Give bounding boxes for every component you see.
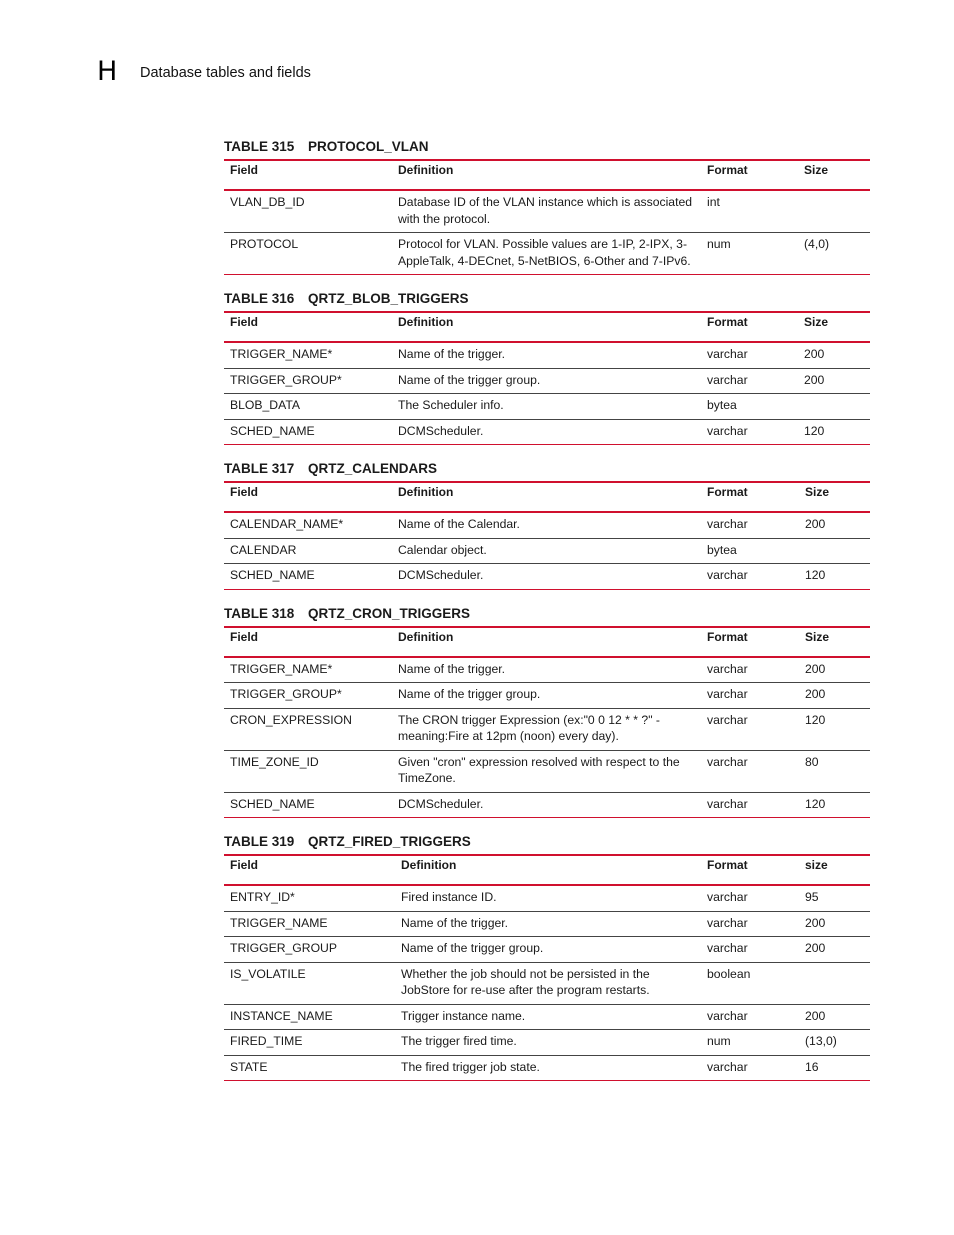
table-row: [224, 190, 870, 233]
format-cell: varchar: [701, 368, 798, 394]
table-block-qrtz-fired-triggers: [224, 832, 870, 1081]
column-header: Field: [224, 627, 392, 657]
format-cell: varchar: [701, 1004, 799, 1030]
definition-cell: The fired trigger job state.: [401, 1059, 540, 1074]
format-cell: num: [707, 237, 731, 251]
field-cell: SCHED_NAME: [230, 796, 315, 811]
format-cell: varchar: [701, 885, 799, 911]
column-header: Definition: [395, 855, 701, 885]
field-cell: FIRED_TIME: [224, 1030, 395, 1056]
field-cell: ENTRY_ID*: [224, 885, 395, 911]
table-number: TABLE 318: [224, 605, 295, 621]
table-block-qrtz-calendars: [224, 459, 870, 590]
chapter-letter: H: [97, 56, 118, 87]
column-header: Definition: [392, 312, 701, 342]
data-table: [224, 481, 870, 590]
field-cell: TRIGGER_GROUP*: [224, 683, 392, 709]
size-cell: [798, 394, 870, 420]
chapter-title: Database tables and fields: [140, 65, 311, 81]
column-header: Definition: [392, 160, 701, 190]
field-cell: TRIGGER_NAME*: [224, 657, 392, 683]
table-row: [224, 657, 870, 683]
format-cell: varchar: [701, 683, 799, 709]
field-cell: PROTOCOL: [230, 237, 299, 251]
column-header: Size: [798, 312, 870, 342]
table-row: [224, 885, 870, 911]
table-row: [224, 911, 870, 937]
format-cell: varchar: [707, 568, 748, 582]
table-row: [224, 419, 870, 445]
field-cell: TRIGGER_GROUP: [224, 937, 395, 963]
column-header: Format: [701, 627, 799, 657]
table-block-protocol-vlan: [224, 137, 870, 275]
column-header: Format: [701, 482, 799, 512]
size-cell: [798, 190, 870, 233]
table-row: [224, 750, 870, 792]
table-row: [224, 342, 870, 368]
definition-cell: The CRON trigger Expression (ex:"0 0 12 * * ?" - meaning:Fire at 12pm (noon) every day).: [392, 708, 701, 750]
size-cell: 200: [799, 657, 870, 683]
size-cell: 200: [799, 1004, 870, 1030]
table-caption: [224, 459, 870, 481]
table-caption: [224, 604, 870, 626]
field-cell: BLOB_DATA: [224, 394, 392, 420]
column-header: Size: [799, 627, 870, 657]
tables-container: [224, 137, 870, 1095]
format-cell: varchar: [707, 796, 748, 811]
column-header: Size: [798, 160, 870, 190]
column-header: Definition: [392, 627, 701, 657]
definition-cell: Database ID of the VLAN instance which is associated with the protocol.: [392, 190, 701, 233]
definition-cell: Whether the job should not be persisted in the JobStore for re-use after the program restarts.: [395, 962, 701, 1004]
field-cell: TRIGGER_NAME*: [224, 342, 392, 368]
table-caption: [224, 832, 870, 854]
table-number: TABLE 317: [224, 461, 295, 476]
size-cell: (13,0): [799, 1030, 870, 1056]
data-table: [224, 626, 870, 819]
table-name: PROTOCOL_VLAN: [308, 139, 429, 154]
data-table: [224, 311, 870, 445]
column-header: Field: [224, 482, 392, 512]
size-cell: 200: [798, 368, 870, 394]
column-header: Field: [224, 312, 392, 342]
definition-cell: DCMScheduler.: [398, 796, 484, 811]
table-row: [224, 937, 870, 963]
size-cell: [799, 538, 870, 564]
definition-cell: DCMScheduler.: [398, 423, 484, 438]
column-header: Format: [701, 160, 798, 190]
column-header: Format: [701, 312, 798, 342]
table-name: QRTZ_BLOB_TRIGGERS: [308, 291, 469, 306]
column-header: Format: [701, 855, 799, 885]
size-cell: 95: [799, 885, 870, 911]
format-cell: bytea: [701, 538, 799, 564]
size-cell: 120: [804, 423, 825, 438]
column-header: Definition: [392, 482, 701, 512]
format-cell: varchar: [707, 1059, 748, 1074]
column-header: size: [799, 855, 870, 885]
table-row: [224, 564, 870, 590]
format-cell: varchar: [701, 911, 799, 937]
table-row: [224, 683, 870, 709]
size-cell: 200: [799, 937, 870, 963]
table-row: [224, 1055, 870, 1081]
size-cell: 120: [805, 796, 826, 811]
table-header-row: [224, 627, 870, 657]
definition-cell: Fired instance ID.: [395, 885, 701, 911]
size-cell: (4,0): [804, 237, 830, 251]
definition-cell: Name of the trigger group.: [392, 683, 701, 709]
size-cell: 120: [799, 708, 870, 750]
format-cell: varchar: [701, 937, 799, 963]
table-row: [224, 538, 870, 564]
table-row: [224, 233, 870, 275]
definition-cell: Name of the trigger.: [392, 657, 701, 683]
definition-cell: The Scheduler info.: [392, 394, 701, 420]
column-header: Field: [224, 855, 395, 885]
table-block-qrtz-blob-triggers: [224, 289, 870, 445]
definition-cell: Trigger instance name.: [395, 1004, 701, 1030]
table-caption: [224, 289, 870, 311]
field-cell: SCHED_NAME: [230, 423, 315, 438]
field-cell: CALENDAR_NAME*: [224, 512, 392, 538]
format-cell: varchar: [701, 750, 799, 792]
format-cell: varchar: [701, 512, 799, 538]
table-header-row: [224, 855, 870, 885]
definition-cell: Name of the trigger.: [392, 342, 701, 368]
definition-cell: The trigger fired time.: [395, 1030, 701, 1056]
format-cell: int: [701, 190, 798, 233]
field-cell: TIME_ZONE_ID: [224, 750, 392, 792]
column-header: Size: [799, 482, 870, 512]
table-number: TABLE 315: [224, 139, 295, 154]
definition-cell: Name of the trigger.: [395, 911, 701, 937]
field-cell: CALENDAR: [224, 538, 392, 564]
definition-cell: Protocol for VLAN. Possible values are 1-IP, 2-IPX, 3-AppleTalk, 4-DECnet, 5-NetBIOS, 6-Other and 7-IPv6.: [398, 237, 691, 268]
table-row: [224, 962, 870, 1004]
field-cell: VLAN_DB_ID: [224, 190, 392, 233]
definition-cell: Name of the trigger group.: [392, 368, 701, 394]
table-row: [224, 792, 870, 818]
size-cell: 80: [799, 750, 870, 792]
table-header-row: [224, 160, 870, 190]
definition-cell: Name of the trigger group.: [395, 937, 701, 963]
table-row: [224, 394, 870, 420]
table-header-row: [224, 482, 870, 512]
table-row: [224, 512, 870, 538]
field-cell: TRIGGER_GROUP*: [224, 368, 392, 394]
field-cell: INSTANCE_NAME: [224, 1004, 395, 1030]
size-cell: 120: [805, 568, 826, 582]
size-cell: 16: [805, 1059, 819, 1074]
field-cell: SCHED_NAME: [230, 568, 315, 582]
table-row: [224, 708, 870, 750]
table-caption: [224, 137, 870, 159]
size-cell: 200: [799, 911, 870, 937]
table-number: TABLE 319: [224, 834, 295, 849]
table-row: [224, 368, 870, 394]
table-header-row: [224, 312, 870, 342]
size-cell: 200: [799, 512, 870, 538]
data-table: [224, 159, 870, 275]
table-row: [224, 1030, 870, 1056]
definition-cell: Calendar object.: [392, 538, 701, 564]
format-cell: bytea: [701, 394, 798, 420]
format-cell: varchar: [707, 423, 748, 438]
format-cell: varchar: [701, 657, 799, 683]
size-cell: 200: [799, 683, 870, 709]
field-cell: TRIGGER_NAME: [224, 911, 395, 937]
table-name: QRTZ_CRON_TRIGGERS: [308, 605, 471, 621]
column-header: Field: [224, 160, 392, 190]
format-cell: varchar: [701, 708, 799, 750]
definition-cell: DCMScheduler.: [398, 568, 484, 582]
definition-cell: Name of the Calendar.: [392, 512, 701, 538]
table-number: TABLE 316: [224, 291, 295, 306]
size-cell: [799, 962, 870, 1004]
table-block-qrtz-cron-triggers: [224, 604, 870, 819]
data-table: [224, 854, 870, 1081]
table-name: QRTZ_FIRED_TRIGGERS: [308, 834, 471, 849]
table-name: QRTZ_CALENDARS: [308, 461, 438, 476]
format-cell: varchar: [701, 342, 798, 368]
table-row: [224, 1004, 870, 1030]
field-cell: STATE: [230, 1059, 268, 1074]
field-cell: IS_VOLATILE: [224, 962, 395, 1004]
format-cell: num: [701, 1030, 799, 1056]
definition-cell: Given "cron" expression resolved with respect to the TimeZone.: [392, 750, 701, 792]
field-cell: CRON_EXPRESSION: [224, 708, 392, 750]
size-cell: 200: [798, 342, 870, 368]
format-cell: boolean: [701, 962, 799, 1004]
